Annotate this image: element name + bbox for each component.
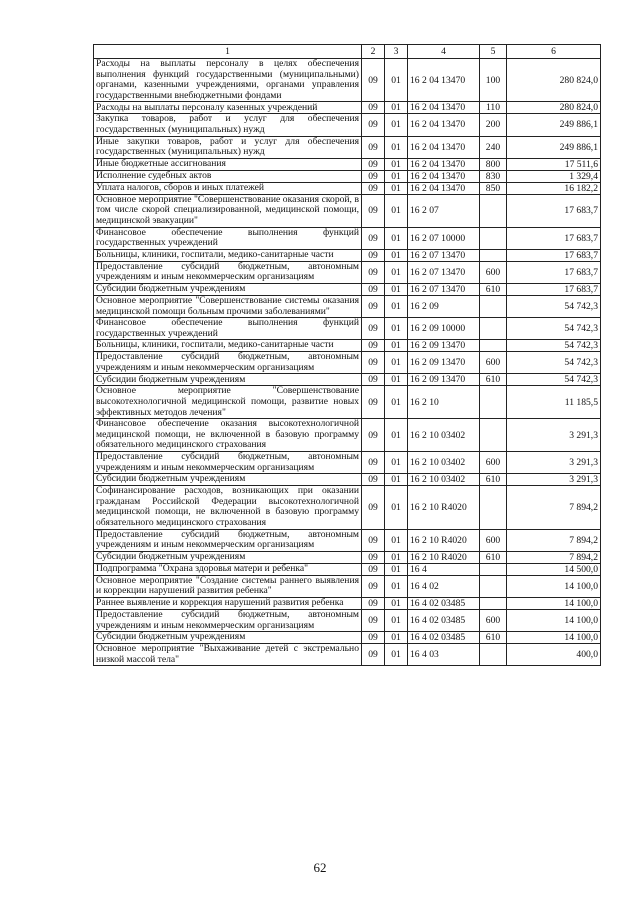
table-row <box>94 340 601 352</box>
cell-name: Субсидии бюджетным учреждениям <box>94 283 362 295</box>
cell-amount: 54 742,3 <box>507 295 601 317</box>
cell-subsection: 01 <box>385 419 408 452</box>
cell-target-article: 16 2 04 13470 <box>408 59 480 102</box>
cell-name: Финансовое обеспечение оказания высокотехнологичной медицинской помощи, не включенной в базовую программу обязательного медицинского страхования <box>94 419 362 452</box>
cell-amount: 400,0 <box>507 644 601 666</box>
cell-target-article: 16 2 04 13470 <box>408 136 480 158</box>
page-number: 62 <box>313 860 327 875</box>
cell-name: Основное мероприятие "Совершенствование оказания скорой, в том числе скорой специализированной, медицинской помощи, медицинской эвакуации" <box>94 194 362 227</box>
cell-target-article: 16 2 10 03402 <box>408 419 480 452</box>
table-row <box>94 529 601 551</box>
table-row <box>94 386 601 419</box>
cell-section: 09 <box>362 261 385 283</box>
cell-amount: 17 683,7 <box>507 227 601 249</box>
cell-section: 09 <box>362 249 385 261</box>
cell-section: 09 <box>362 295 385 317</box>
cell-section: 09 <box>362 551 385 563</box>
cell-expense-type: 110 <box>480 102 507 114</box>
cell-name: Предоставление субсидий бюджетным, автономным учреждениям и иным некоммерческим организациям <box>94 529 362 551</box>
cell-target-article: 16 4 02 03485 <box>408 609 480 631</box>
document-page <box>93 44 600 666</box>
cell-amount: 16 182,2 <box>507 182 601 194</box>
col-header-3: 3 <box>385 45 408 59</box>
cell-target-article: 16 2 04 13470 <box>408 114 480 136</box>
cell-target-article: 16 2 09 13470 <box>408 352 480 374</box>
cell-target-article: 16 2 09 13470 <box>408 340 480 352</box>
cell-name: Уплата налогов, сборов и иных платежей <box>94 182 362 194</box>
cell-expense-type <box>480 227 507 249</box>
cell-name: Подпрограмма "Охрана здоровья матери и ребенка" <box>94 563 362 575</box>
table-row <box>94 194 601 227</box>
cell-name: Предоставление субсидий бюджетным, автономным учреждениям и иным некоммерческим организациям <box>94 352 362 374</box>
cell-name: Основное мероприятие "Совершенствование высокотехнологичной медицинской помощи, развитие новых эффективных методов лечения" <box>94 386 362 419</box>
cell-expense-type <box>480 575 507 597</box>
cell-target-article: 16 2 10 R4020 <box>408 551 480 563</box>
cell-target-article: 16 2 10 R4020 <box>408 529 480 551</box>
cell-subsection: 01 <box>385 563 408 575</box>
cell-expense-type: 600 <box>480 452 507 474</box>
table-row <box>94 551 601 563</box>
cell-expense-type: 200 <box>480 114 507 136</box>
cell-expense-type: 600 <box>480 529 507 551</box>
cell-target-article: 16 2 09 <box>408 295 480 317</box>
table-row <box>94 563 601 575</box>
cell-subsection: 01 <box>385 59 408 102</box>
cell-target-article: 16 4 02 03485 <box>408 632 480 644</box>
col-header-1: 1 <box>94 45 362 59</box>
cell-subsection: 01 <box>385 194 408 227</box>
cell-subsection: 01 <box>385 249 408 261</box>
cell-section: 09 <box>362 575 385 597</box>
cell-section: 09 <box>362 182 385 194</box>
cell-section: 09 <box>362 318 385 340</box>
col-header-6: 6 <box>507 45 601 59</box>
cell-amount: 17 683,7 <box>507 261 601 283</box>
cell-subsection: 01 <box>385 283 408 295</box>
cell-section: 09 <box>362 170 385 182</box>
cell-expense-type <box>480 318 507 340</box>
cell-name: Расходы на выплаты персоналу казенных учреждений <box>94 102 362 114</box>
cell-section: 09 <box>362 452 385 474</box>
cell-amount: 280 824,0 <box>507 102 601 114</box>
budget-table <box>93 44 601 666</box>
cell-target-article: 16 2 09 10000 <box>408 318 480 340</box>
cell-target-article: 16 4 02 03485 <box>408 597 480 609</box>
cell-amount: 17 683,7 <box>507 283 601 295</box>
col-header-2: 2 <box>362 45 385 59</box>
cell-amount: 17 683,7 <box>507 194 601 227</box>
table-body <box>94 59 601 666</box>
cell-amount: 3 291,3 <box>507 452 601 474</box>
cell-amount: 17 683,7 <box>507 249 601 261</box>
cell-target-article: 16 4 <box>408 563 480 575</box>
cell-section: 09 <box>362 59 385 102</box>
table-row <box>94 295 601 317</box>
table-row <box>94 170 601 182</box>
cell-expense-type: 610 <box>480 374 507 386</box>
cell-section: 09 <box>362 609 385 631</box>
cell-expense-type: 610 <box>480 551 507 563</box>
table-row <box>94 575 601 597</box>
table-row <box>94 261 601 283</box>
cell-target-article: 16 2 07 13470 <box>408 283 480 295</box>
cell-section: 09 <box>362 486 385 529</box>
cell-section: 09 <box>362 597 385 609</box>
cell-target-article: 16 4 02 <box>408 575 480 597</box>
cell-section: 09 <box>362 374 385 386</box>
cell-name: Закупка товаров, работ и услуг для обеспечения государственных (муниципальных) нужд <box>94 114 362 136</box>
cell-section: 09 <box>362 136 385 158</box>
cell-section: 09 <box>362 644 385 666</box>
cell-expense-type: 610 <box>480 632 507 644</box>
cell-section: 09 <box>362 227 385 249</box>
cell-section: 09 <box>362 102 385 114</box>
cell-name: Основное мероприятие "Выхаживание детей с экстремально низкой массой тела" <box>94 644 362 666</box>
col-header-4: 4 <box>408 45 480 59</box>
cell-amount: 54 742,3 <box>507 352 601 374</box>
cell-expense-type <box>480 386 507 419</box>
cell-subsection: 01 <box>385 474 408 486</box>
cell-subsection: 01 <box>385 386 408 419</box>
table-row <box>94 59 601 102</box>
cell-target-article: 16 2 04 13470 <box>408 182 480 194</box>
table-row <box>94 249 601 261</box>
cell-expense-type: 240 <box>480 136 507 158</box>
cell-name: Субсидии бюджетным учреждениям <box>94 374 362 386</box>
cell-subsection: 01 <box>385 340 408 352</box>
cell-expense-type <box>480 340 507 352</box>
cell-target-article: 16 2 09 13470 <box>408 374 480 386</box>
table-row <box>94 644 601 666</box>
cell-amount: 54 742,3 <box>507 374 601 386</box>
cell-expense-type <box>480 295 507 317</box>
cell-expense-type <box>480 249 507 261</box>
cell-amount: 14 100,0 <box>507 575 601 597</box>
cell-name: Больницы, клиники, госпитали, медико-санитарные части <box>94 340 362 352</box>
cell-section: 09 <box>362 419 385 452</box>
cell-expense-type <box>480 194 507 227</box>
cell-target-article: 16 2 10 R4020 <box>408 486 480 529</box>
cell-name: Предоставление субсидий бюджетным, автономным учреждениям и иным некоммерческим организациям <box>94 261 362 283</box>
cell-amount: 14 100,0 <box>507 597 601 609</box>
cell-name: Основное мероприятие "Совершенствование системы оказания медицинской помощи больным прочими заболеваниями" <box>94 295 362 317</box>
cell-subsection: 01 <box>385 182 408 194</box>
cell-name: Основное мероприятие "Создание системы раннего выявления и коррекции нарушений развития ребенка" <box>94 575 362 597</box>
cell-target-article: 16 2 07 <box>408 194 480 227</box>
cell-subsection: 01 <box>385 352 408 374</box>
cell-expense-type: 610 <box>480 474 507 486</box>
cell-target-article: 16 2 10 03402 <box>408 452 480 474</box>
cell-amount: 7 894,2 <box>507 551 601 563</box>
cell-subsection: 01 <box>385 102 408 114</box>
cell-expense-type: 100 <box>480 59 507 102</box>
cell-amount: 7 894,2 <box>507 486 601 529</box>
table-row <box>94 452 601 474</box>
table-row <box>94 374 601 386</box>
table-row <box>94 632 601 644</box>
cell-amount: 3 291,3 <box>507 419 601 452</box>
cell-section: 09 <box>362 632 385 644</box>
cell-subsection: 01 <box>385 632 408 644</box>
cell-target-article: 16 2 07 13470 <box>408 261 480 283</box>
cell-name: Предоставление субсидий бюджетным, автономным учреждениям и иным некоммерческим организациям <box>94 609 362 631</box>
cell-amount: 11 185,5 <box>507 386 601 419</box>
cell-amount: 249 886,1 <box>507 136 601 158</box>
cell-subsection: 01 <box>385 170 408 182</box>
cell-target-article: 16 2 04 13470 <box>408 170 480 182</box>
cell-target-article: 16 2 04 13470 <box>408 158 480 170</box>
cell-amount: 249 886,1 <box>507 114 601 136</box>
cell-amount: 3 291,3 <box>507 474 601 486</box>
cell-subsection: 01 <box>385 575 408 597</box>
table-row <box>94 182 601 194</box>
cell-expense-type: 610 <box>480 283 507 295</box>
cell-subsection: 01 <box>385 597 408 609</box>
cell-subsection: 01 <box>385 374 408 386</box>
header-row <box>94 45 601 59</box>
table-row <box>94 486 601 529</box>
cell-subsection: 01 <box>385 551 408 563</box>
cell-subsection: 01 <box>385 158 408 170</box>
table-row <box>94 283 601 295</box>
cell-section: 09 <box>362 386 385 419</box>
cell-name: Иные закупки товаров, работ и услуг для обеспечения государственных (муниципальных) нужд <box>94 136 362 158</box>
cell-subsection: 01 <box>385 452 408 474</box>
table-row <box>94 227 601 249</box>
cell-expense-type: 600 <box>480 352 507 374</box>
cell-subsection: 01 <box>385 227 408 249</box>
cell-subsection: 01 <box>385 486 408 529</box>
cell-name: Расходы на выплаты персоналу в целях обеспечения выполнения функций государственными (муниципальными) органами, казенными учреждениями, органами управления государственными внебюджетными фондами <box>94 59 362 102</box>
cell-expense-type: 830 <box>480 170 507 182</box>
cell-amount: 54 742,3 <box>507 318 601 340</box>
cell-section: 09 <box>362 194 385 227</box>
cell-subsection: 01 <box>385 295 408 317</box>
cell-amount: 1 329,4 <box>507 170 601 182</box>
cell-subsection: 01 <box>385 609 408 631</box>
cell-target-article: 16 2 10 <box>408 386 480 419</box>
cell-amount: 17 511,6 <box>507 158 601 170</box>
col-header-5: 5 <box>480 45 507 59</box>
cell-target-article: 16 2 07 10000 <box>408 227 480 249</box>
cell-section: 09 <box>362 340 385 352</box>
cell-expense-type: 600 <box>480 609 507 631</box>
cell-section: 09 <box>362 283 385 295</box>
cell-expense-type <box>480 486 507 529</box>
cell-name: Раннее выявление и коррекция нарушений развития ребенка <box>94 597 362 609</box>
cell-expense-type: 600 <box>480 261 507 283</box>
cell-name: Финансовое обеспечение выполнения функций государственных учреждений <box>94 318 362 340</box>
cell-amount: 14 100,0 <box>507 632 601 644</box>
cell-subsection: 01 <box>385 529 408 551</box>
table-row <box>94 158 601 170</box>
cell-subsection: 01 <box>385 644 408 666</box>
cell-amount: 7 894,2 <box>507 529 601 551</box>
cell-expense-type <box>480 563 507 575</box>
cell-section: 09 <box>362 158 385 170</box>
cell-expense-type <box>480 419 507 452</box>
table-row <box>94 102 601 114</box>
cell-target-article: 16 4 03 <box>408 644 480 666</box>
cell-expense-type <box>480 644 507 666</box>
table-row <box>94 136 601 158</box>
table-row <box>94 609 601 631</box>
table-row <box>94 597 601 609</box>
cell-name: Финансовое обеспечение выполнения функций государственных учреждений <box>94 227 362 249</box>
cell-expense-type <box>480 597 507 609</box>
cell-name: Субсидии бюджетным учреждениям <box>94 474 362 486</box>
cell-name: Предоставление субсидий бюджетным, автономным учреждениям и иным некоммерческим организациям <box>94 452 362 474</box>
cell-target-article: 16 2 07 13470 <box>408 249 480 261</box>
cell-section: 09 <box>362 352 385 374</box>
table-row <box>94 419 601 452</box>
cell-subsection: 01 <box>385 318 408 340</box>
cell-amount: 54 742,3 <box>507 340 601 352</box>
cell-section: 09 <box>362 474 385 486</box>
cell-subsection: 01 <box>385 114 408 136</box>
cell-name: Субсидии бюджетным учреждениям <box>94 551 362 563</box>
cell-expense-type: 800 <box>480 158 507 170</box>
cell-name: Софинансирование расходов, возникающих при оказании гражданам Российской Федерации высокотехнологичной медицинской помощи, не включенной в базовую программу обязательного медицинского страхования <box>94 486 362 529</box>
cell-name: Больницы, клиники, госпитали, медико-санитарные части <box>94 249 362 261</box>
cell-target-article: 16 2 10 03402 <box>408 474 480 486</box>
cell-name: Субсидии бюджетным учреждениям <box>94 632 362 644</box>
cell-amount: 280 824,0 <box>507 59 601 102</box>
table-row <box>94 318 601 340</box>
cell-expense-type: 850 <box>480 182 507 194</box>
cell-name: Иные бюджетные ассигнования <box>94 158 362 170</box>
cell-target-article: 16 2 04 13470 <box>408 102 480 114</box>
cell-section: 09 <box>362 114 385 136</box>
table-row <box>94 474 601 486</box>
cell-section: 09 <box>362 563 385 575</box>
cell-subsection: 01 <box>385 261 408 283</box>
cell-section: 09 <box>362 529 385 551</box>
cell-name: Исполнение судебных актов <box>94 170 362 182</box>
cell-amount: 14 100,0 <box>507 609 601 631</box>
table-row <box>94 352 601 374</box>
cell-subsection: 01 <box>385 136 408 158</box>
cell-amount: 14 500,0 <box>507 563 601 575</box>
table-row <box>94 114 601 136</box>
